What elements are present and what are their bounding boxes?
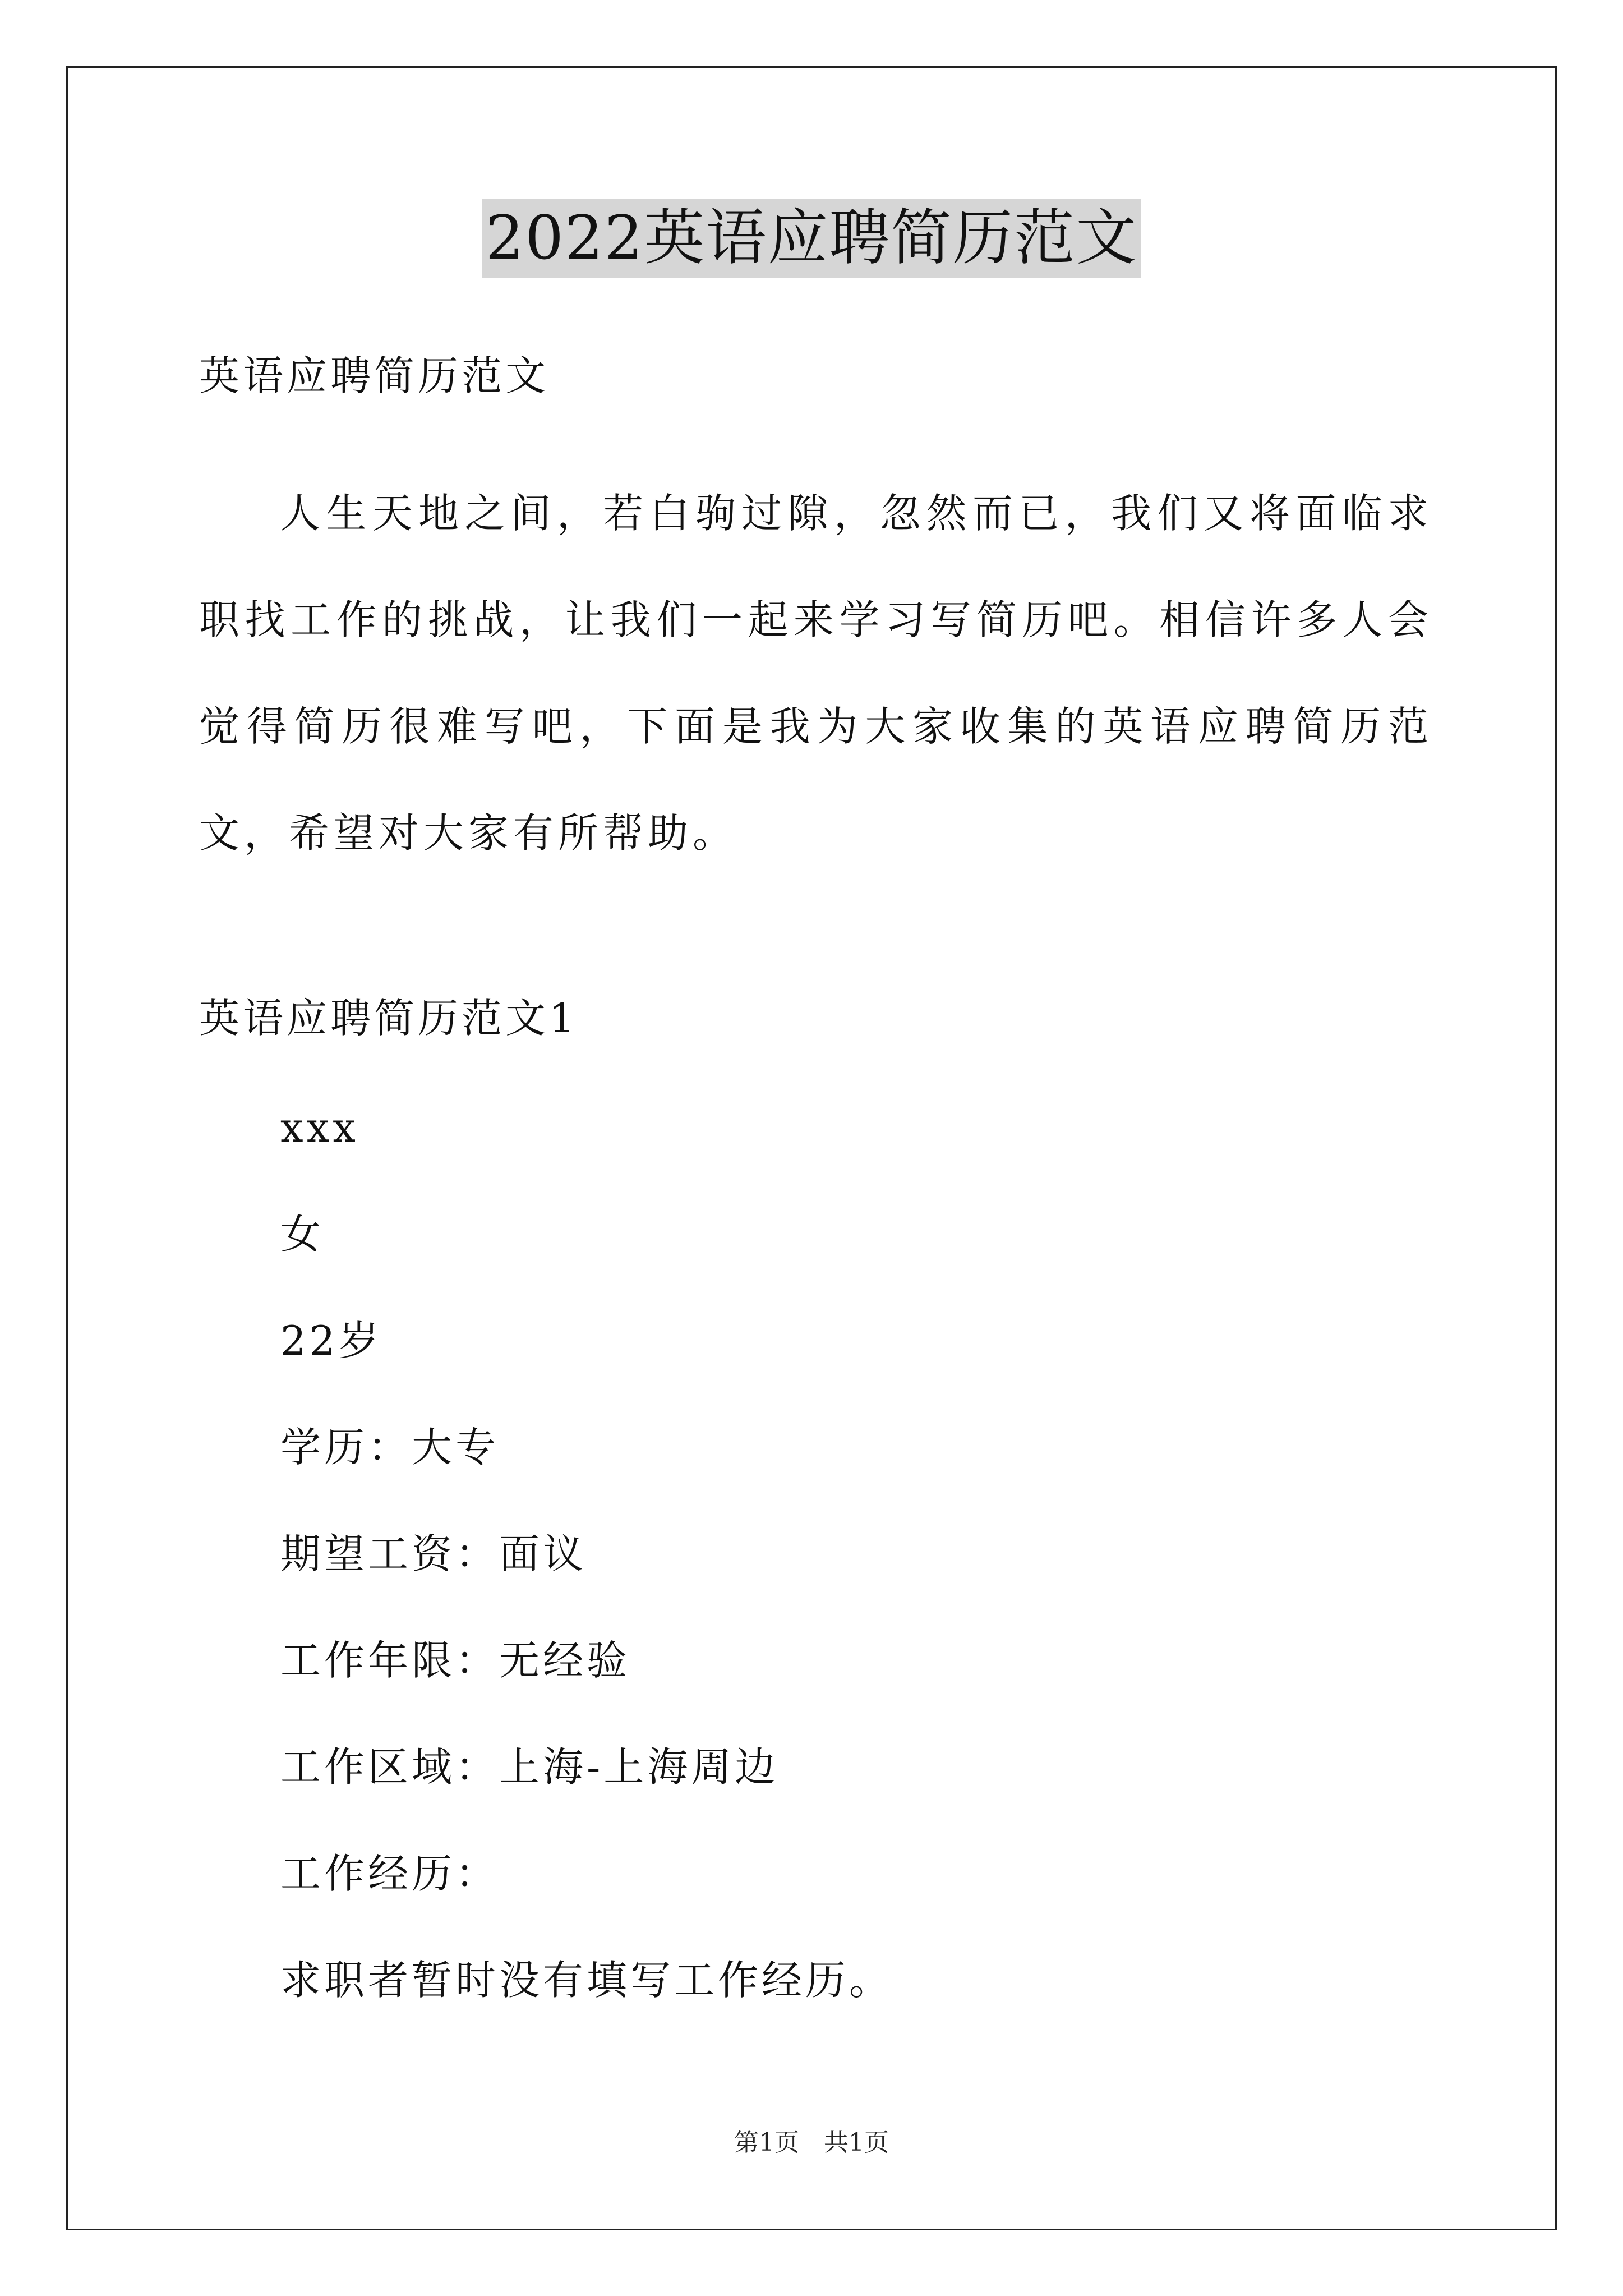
field-gender: 女 <box>280 1211 325 1258</box>
title-container <box>0 199 1623 278</box>
field-work-experience-label: 工作经历： <box>280 1850 500 1897</box>
field-work-area: 工作区域：上海-上海周边 <box>280 1743 779 1791</box>
field-age: 22岁 <box>280 1317 382 1364</box>
document-title: 2022英语应聘简历范文 <box>482 199 1141 278</box>
section-heading: 英语应聘简历范文1 <box>199 995 578 1042</box>
field-name: xxx <box>280 1104 359 1151</box>
field-work-years: 工作年限：无经验 <box>280 1637 631 1684</box>
document-subtitle: 英语应聘简历范文 <box>199 352 550 399</box>
field-expected-salary: 期望工资：面议 <box>280 1530 587 1577</box>
field-education: 学历：大专 <box>280 1424 500 1471</box>
intro-paragraph: 人生天地之间，若白驹过隙，忽然而已，我们又将面临求职找工作的挑战，让我们一起来学习写简历吧。相信许多人会觉得简历很难写吧，下面是我为大家收集的英语应聘简历范文，希望对大家有所帮助。 <box>199 490 1433 857</box>
field-work-experience-value: 求职者暂时没有填写工作经历。 <box>280 1957 893 2004</box>
page-footer: 第1页 共1页 <box>734 2128 889 2157</box>
